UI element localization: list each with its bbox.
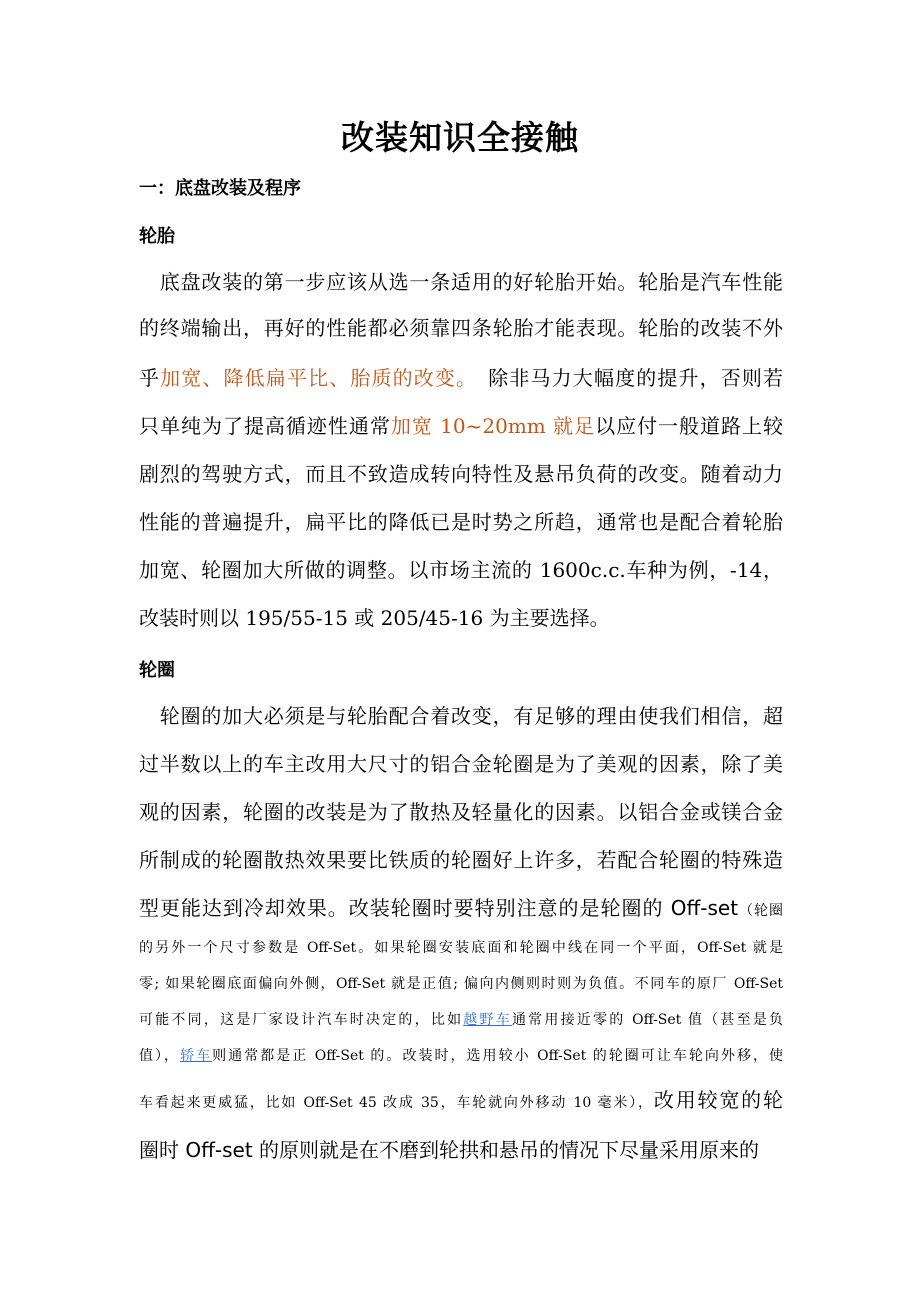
text-run: 轮圈的加大必须是与轮胎配合着改变，有足够的理由使我们相信，超 <box>139 704 783 728</box>
rim-note-line <box>139 1046 783 1066</box>
text-run: 的终端输出，再好的性能都必须靠四条轮胎才能表现。轮胎的改装不外 <box>139 316 783 340</box>
text-run: 的原则就是在不磨到轮拱和悬吊的情况下尽量采用原来的 <box>252 1138 760 1162</box>
rim-paragraph-line <box>139 704 783 728</box>
text-run: 除非马力大幅度的提升，否则若 <box>467 366 784 390</box>
offset-term: Off-set <box>185 1138 253 1162</box>
text-run: 剧烈的驾驶方式，而且不致造成转向特性及悬吊负荷的改变。随着动力 <box>139 462 783 486</box>
text-run: 可能不同，这是厂家设计汽车时决定的，比如 <box>139 1012 464 1028</box>
rim-paragraph-line <box>139 800 783 824</box>
text-run: 则通常都是正 Off-Set 的。改装时，选用较小 Off-Set 的轮圈可让车轮向外移，使 <box>212 1048 784 1064</box>
document-title: 改装知识全接触 <box>341 118 579 157</box>
text-run: 乎 <box>139 366 161 390</box>
text-run: （轮圈 <box>738 903 784 919</box>
section-heading-chassis: 一：底盘改装及程序 <box>139 178 301 199</box>
text-run: 圈时 <box>139 1138 186 1162</box>
rim-note-line <box>139 1088 783 1115</box>
rim-paragraph-line <box>139 1138 783 1162</box>
text-run: 改用较宽的轮 <box>653 1088 783 1112</box>
text-run: 车看起来更威猛，比如 Off-Set 45 改成 35，车轮就向外移动 10 毫米）， <box>139 1095 654 1111</box>
tire-paragraph-line <box>139 366 783 390</box>
link-sedan[interactable]: 轿车 <box>180 1048 213 1064</box>
tire-paragraph-line <box>139 606 783 630</box>
highlight-text: 加宽、降低扁平比、胎质的改变。 <box>160 366 468 390</box>
link-suv[interactable]: 越野车 <box>463 1012 512 1028</box>
text-run: 只单纯为了提高循迹性通常 <box>139 414 391 438</box>
rim-paragraph-line <box>139 752 783 776</box>
text-run: 值）， <box>139 1048 181 1064</box>
rim-note-line <box>139 938 783 958</box>
rim-note-line <box>139 974 783 994</box>
text-run: 观的因素，轮圈的改装是为了散热及轻量化的因素。以铝合金或镁合金 <box>139 800 783 824</box>
text-run: 所制成的轮圈散热效果要比铁质的轮圈好上许多，若配合轮圈的特殊造 <box>139 848 783 872</box>
tire-paragraph-line <box>139 510 783 534</box>
tire-paragraph-line <box>139 270 783 294</box>
text-run: 加宽、轮圈加大所做的调整。以市场主流的 1600c.c.车种为例，-14， <box>139 558 783 582</box>
rim-paragraph-line <box>139 896 783 923</box>
tire-paragraph-line <box>139 558 783 582</box>
subheading-tire: 轮胎 <box>139 226 175 247</box>
text-run: 通常用接近零的 Off-Set 值（甚至是负 <box>511 1012 784 1028</box>
offset-term: Off-set <box>670 896 739 920</box>
subheading-rim: 轮圈 <box>139 660 175 681</box>
tire-paragraph-line <box>139 414 783 438</box>
text-run: 改装时则以 195/55-15 或 205/45-16 为主要选择。 <box>139 606 610 630</box>
tire-paragraph-line <box>139 462 783 486</box>
text-run: 型更能达到冷却效果。改装轮圈时要特别注意的是轮圈的 <box>139 896 671 920</box>
tire-paragraph-line <box>139 316 783 340</box>
text-run: 的另外一个尺寸参数是 Off-Set。如果轮圈安装底面和轮圈中线在同一个平面，Off-Set 就是 <box>139 940 783 956</box>
text-run: 以应付一般道路上较 <box>595 414 783 438</box>
text-run: 过半数以上的车主改用大尺寸的铝合金轮圈是为了美观的因素，除了美 <box>139 752 783 776</box>
text-run: 零; 如果轮圈底面偏向外侧，Off-Set 就是正值; 偏向内侧则时则为负值。不同车的原厂 Off-Set <box>139 976 783 992</box>
highlight-text: 加宽 10~20mm 就足 <box>390 414 596 438</box>
text-run: 性能的普遍提升，扁平比的降低已是时势之所趋，通常也是配合着轮胎 <box>139 510 783 534</box>
rim-note-line <box>139 1010 783 1030</box>
text-run: 底盘改装的第一步应该从选一条适用的好轮胎开始。轮胎是汽车性能 <box>139 270 783 294</box>
rim-paragraph-line <box>139 848 783 872</box>
